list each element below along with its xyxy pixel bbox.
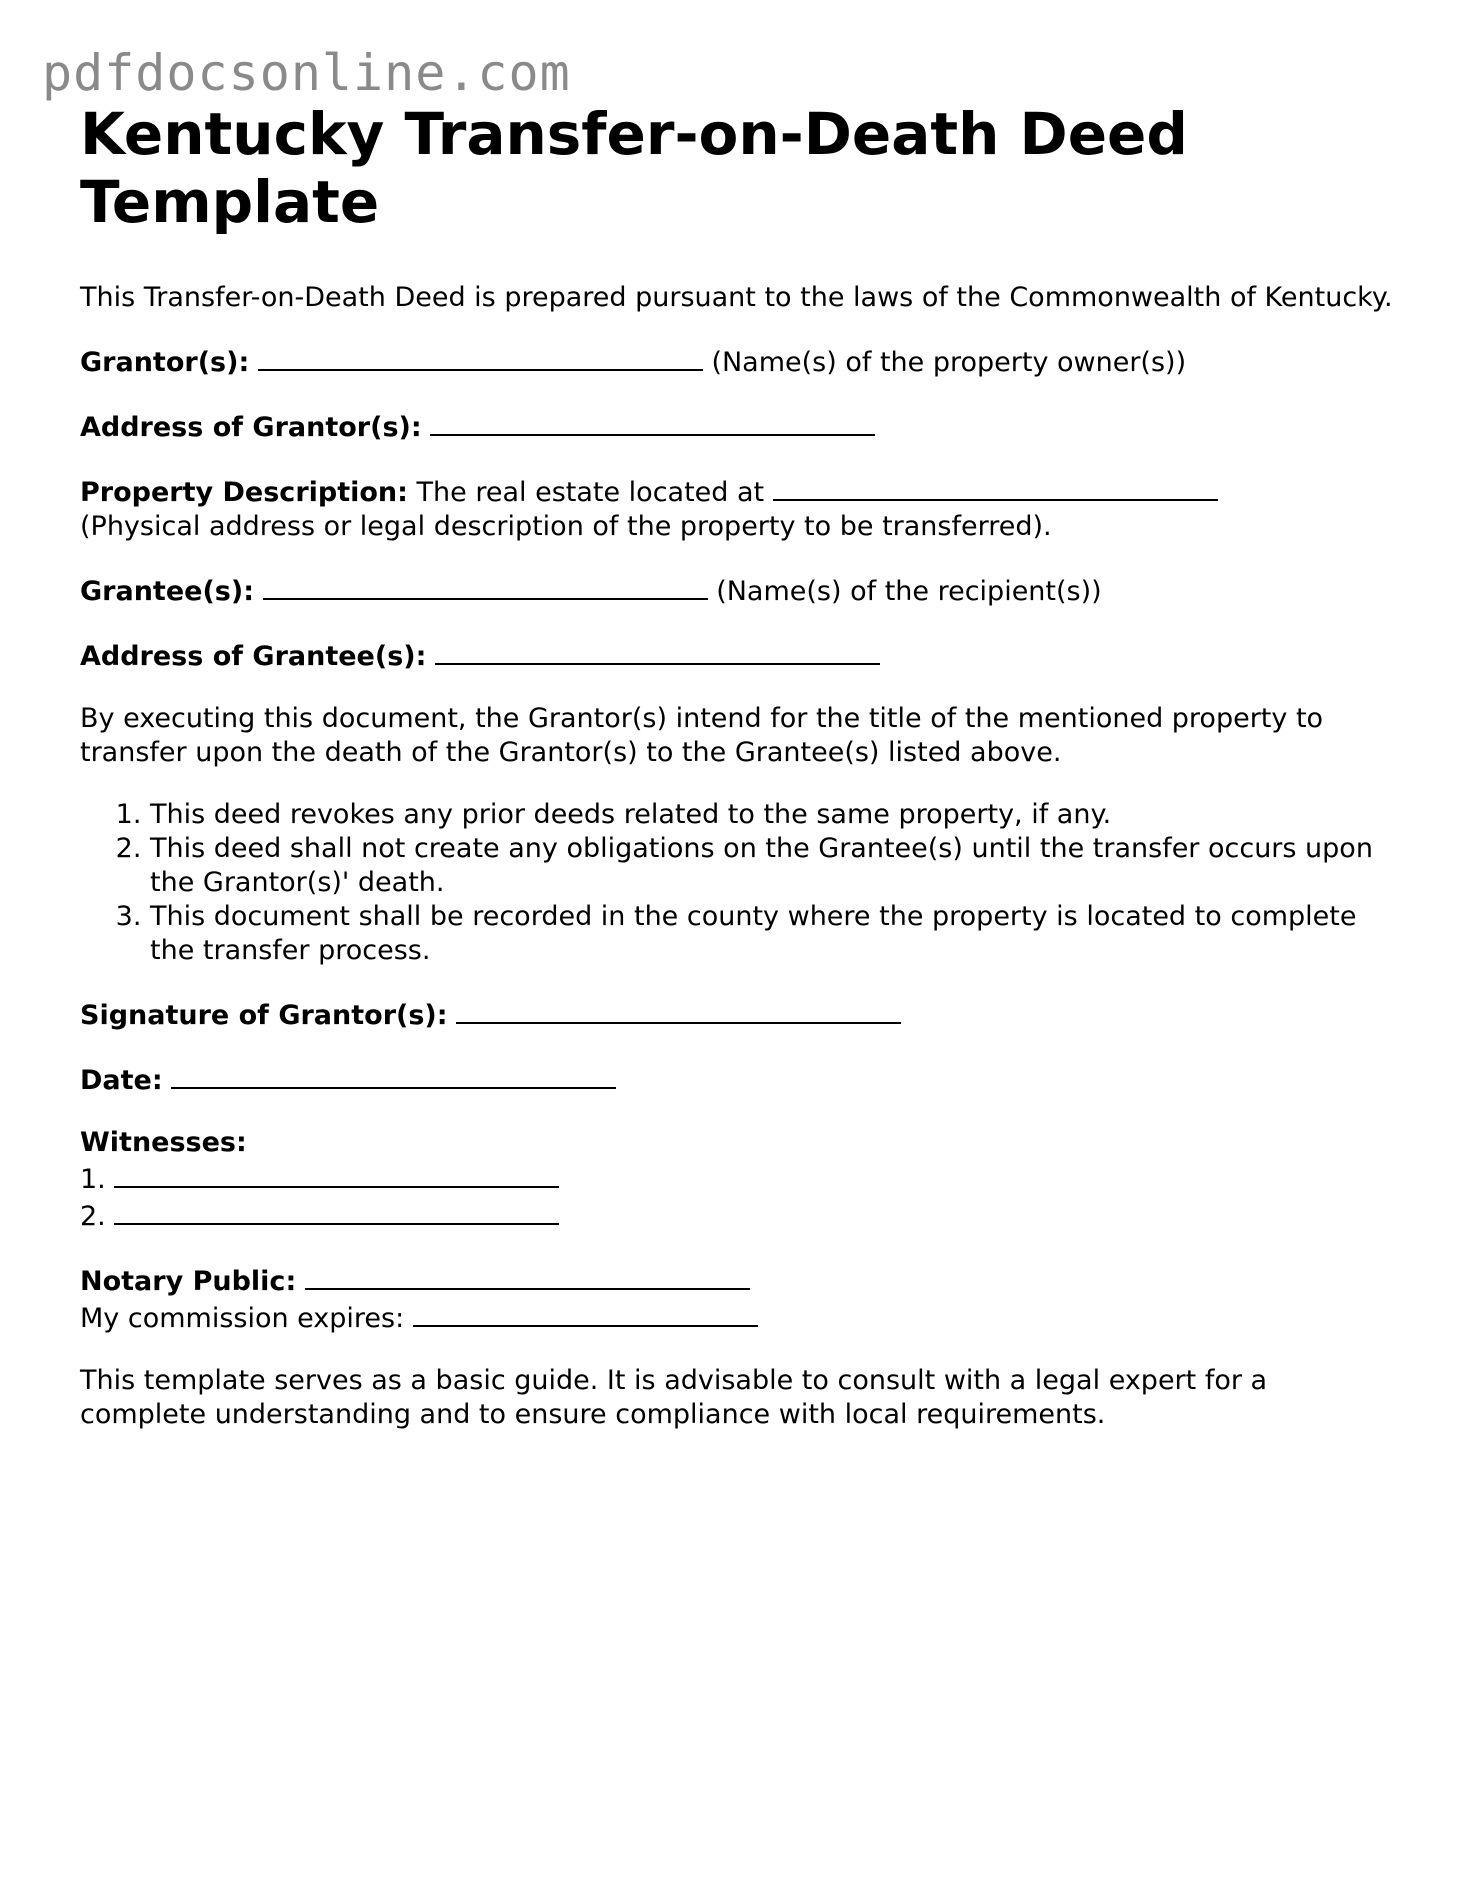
commission-expiry-blank[interactable] [413, 1299, 758, 1327]
property-description-hint: (Physical address or legal description of the property to be transferred). [80, 511, 1052, 542]
list-item: 2. This deed shall not create any obligations on the Grantee(s) until the transfer occurs upon the Grantor(s)' death. [150, 832, 1400, 900]
grantee-field [80, 572, 1400, 609]
grantor-hint: (Name(s) of the property owner(s)) [711, 347, 1187, 378]
property-description-text: The real estate located at [416, 477, 765, 508]
grantor-field [80, 343, 1400, 380]
property-description-field [80, 473, 1400, 544]
date-label: Date: [80, 1065, 163, 1096]
date-blank[interactable] [171, 1061, 616, 1089]
watermark-text: pdfdocsonline.com [42, 44, 571, 102]
grantor-address-label: Address of Grantor(s): [80, 412, 422, 443]
grantee-label: Grantee(s): [80, 576, 254, 607]
witnesses-field [80, 1126, 1400, 1234]
terms-list [80, 798, 1400, 968]
document-title: Kentucky Transfer-on-Death Deed Template [80, 100, 1188, 236]
statement-paragraph: By executing this document, the Grantor(s) intend for the title of the mentioned property to transfer upon the death of the Grantor(s) to the Grantee(s) listed above. [80, 703, 1324, 768]
witness-number: 2. [80, 1201, 106, 1232]
date-field [80, 1061, 1400, 1098]
grantee-address-label: Address of Grantee(s): [80, 641, 427, 672]
grantor-label: Grantor(s): [80, 347, 250, 378]
property-location-blank[interactable] [773, 473, 1218, 501]
witness-1-blank[interactable] [114, 1160, 559, 1188]
notary-label: Notary Public: [80, 1266, 297, 1297]
grantee-hint: (Name(s) of the recipient(s)) [716, 576, 1102, 607]
witness-2-blank[interactable] [114, 1197, 559, 1225]
grantee-address-blank[interactable] [435, 637, 880, 665]
commission-line [80, 1299, 1400, 1336]
witness-line-2 [80, 1197, 1400, 1234]
grantee-address-field [80, 637, 1400, 674]
disclaimer-paragraph: This template serves as a basic guide. It is advisable to consult with a legal expert for a complete understanding and to ensure compliance with local requirements. [80, 1365, 1268, 1430]
grantor-address-field [80, 408, 1400, 445]
document-body [80, 100, 1400, 1432]
witness-number: 1. [80, 1164, 106, 1195]
grantor-address-blank[interactable] [430, 408, 875, 436]
list-item: 1. This deed revokes any prior deeds related to the same property, if any. [150, 798, 1400, 832]
notary-line [80, 1262, 1400, 1299]
notary-field [80, 1262, 1400, 1336]
notary-blank[interactable] [305, 1262, 750, 1290]
list-item: 3. This document shall be recorded in the county where the property is located to complete the transfer process. [150, 900, 1400, 968]
signature-blank[interactable] [456, 996, 901, 1024]
witness-line-1 [80, 1160, 1400, 1197]
witnesses-label: Witnesses: [80, 1127, 247, 1158]
commission-label: My commission expires: [80, 1303, 405, 1334]
property-description-label: Property Description: [80, 477, 408, 508]
grantor-name-blank[interactable] [258, 343, 703, 371]
intro-paragraph: This Transfer-on-Death Deed is prepared pursuant to the laws of the Commonwealth of Kentucky. [80, 282, 1393, 313]
signature-label: Signature of Grantor(s): [80, 1000, 448, 1031]
grantee-name-blank[interactable] [263, 572, 708, 600]
signature-field [80, 996, 1400, 1033]
